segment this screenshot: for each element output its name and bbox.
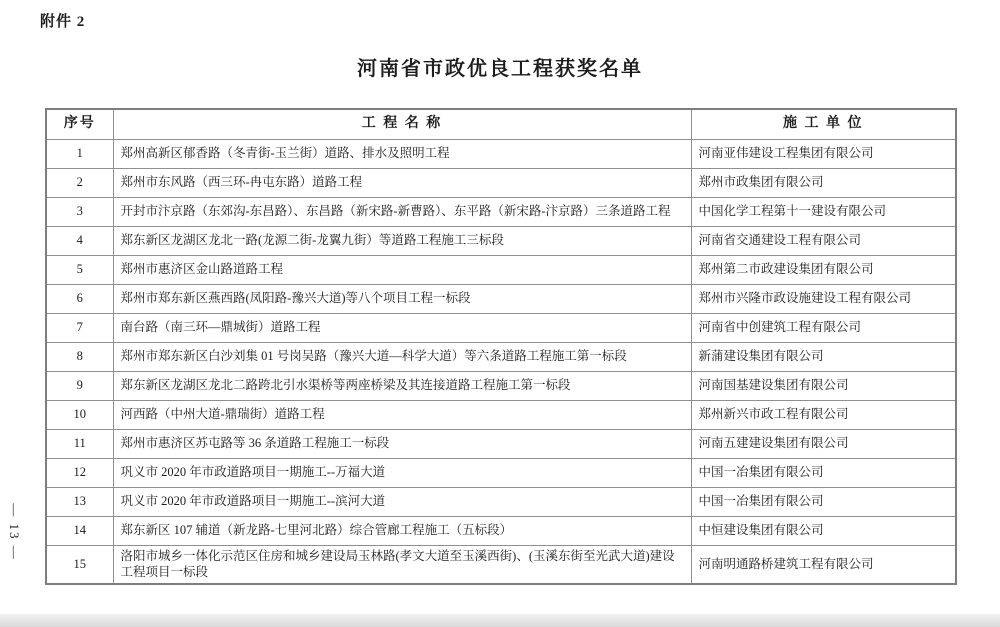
row-number: 14	[46, 516, 113, 545]
header-project-name: 工 程 名 称	[113, 109, 691, 139]
row-unit: 中国化学工程第十一建设有限公司	[691, 197, 956, 226]
header-row	[46, 109, 956, 139]
page-title: 河南省市政优良工程获奖名单	[357, 56, 643, 80]
row-number: 15	[46, 545, 113, 584]
row-project: 南台路（南三环—鼎城街）道路工程	[113, 313, 691, 342]
table-row	[46, 313, 956, 342]
row-project: 郑州市惠济区苏屯路等 36 条道路工程施工一标段	[113, 429, 691, 458]
table-row	[46, 197, 956, 226]
row-unit: 中恒建设集团有限公司	[691, 516, 956, 545]
row-number: 10	[46, 400, 113, 429]
row-project: 郑州市郑东新区白沙刘集 01 号岗吴路（豫兴大道—科学大道）等六条道路工程施工第一标段	[113, 342, 691, 371]
table-row	[46, 458, 956, 487]
row-project: 郑东新区 107 辅道（新龙路-七里河北路）综合管廊工程施工（五标段）	[113, 516, 691, 545]
row-project: 郑东新区龙湖区龙北二路跨北引水渠桥等两座桥梁及其连接道路工程施工第一标段	[113, 371, 691, 400]
table-row	[46, 139, 956, 168]
row-number: 7	[46, 313, 113, 342]
row-number: 12	[46, 458, 113, 487]
table-row	[46, 516, 956, 545]
awards-table	[45, 108, 957, 585]
row-unit: 中国一冶集团有限公司	[691, 458, 956, 487]
row-unit: 河南明通路桥建筑工程有限公司	[691, 545, 956, 584]
row-number: 4	[46, 226, 113, 255]
row-number: 3	[46, 197, 113, 226]
row-unit: 郑州市兴隆市政设施建设工程有限公司	[691, 284, 956, 313]
row-unit: 河南省交通建设工程有限公司	[691, 226, 956, 255]
row-number: 2	[46, 168, 113, 197]
header-serial-number: 序号	[46, 109, 113, 139]
table-row	[46, 545, 956, 584]
row-number: 8	[46, 342, 113, 371]
table-row	[46, 342, 956, 371]
table-row	[46, 487, 956, 516]
row-project: 洛阳市城乡一体化示范区住房和城乡建设局玉林路(孝文大道至玉溪西街)、(玉溪东街至光武大道)建设工程项目一标段	[113, 545, 691, 584]
row-unit: 中国一冶集团有限公司	[691, 487, 956, 516]
header-construction-unit: 施 工 单 位	[691, 109, 956, 139]
row-number: 13	[46, 487, 113, 516]
row-project: 郑州市东风路（西三环-冉屯东路）道路工程	[113, 168, 691, 197]
table-row	[46, 255, 956, 284]
table-row	[46, 168, 956, 197]
row-project: 郑州高新区郁香路（冬青街-玉兰街）道路、排水及照明工程	[113, 139, 691, 168]
table-row	[46, 400, 956, 429]
row-project: 河西路（中州大道-鼎瑞街）道路工程	[113, 400, 691, 429]
row-unit: 郑州市政集团有限公司	[691, 168, 956, 197]
table-row	[46, 226, 956, 255]
row-project: 巩义市 2020 年市政道路项目一期施工--万福大道	[113, 458, 691, 487]
row-number: 1	[46, 139, 113, 168]
row-unit: 河南亚伟建设工程集团有限公司	[691, 139, 956, 168]
table-header	[46, 109, 956, 139]
table-row	[46, 429, 956, 458]
table-body	[46, 139, 956, 584]
row-project: 巩义市 2020 年市政道路项目一期施工--滨河大道	[113, 487, 691, 516]
row-unit: 新蒲建设集团有限公司	[691, 342, 956, 371]
row-project: 郑州市郑东新区燕西路(凤阳路-豫兴大道)等八个项目工程一标段	[113, 284, 691, 313]
row-number: 11	[46, 429, 113, 458]
row-unit: 河南五建建设集团有限公司	[691, 429, 956, 458]
scan-edge-band	[0, 614, 1000, 627]
row-project: 开封市汴京路（东郊沟-东昌路）、东昌路（新宋路-新曹路）、东平路（新宋路-汴京路）三条道路工程	[113, 197, 691, 226]
row-project: 郑东新区龙湖区龙北一路(龙源二街-龙翼九街）等道路工程施工三标段	[113, 226, 691, 255]
row-unit: 郑州新兴市政工程有限公司	[691, 400, 956, 429]
row-project: 郑州市惠济区金山路道路工程	[113, 255, 691, 284]
row-unit: 郑州第二市政建设集团有限公司	[691, 255, 956, 284]
row-number: 6	[46, 284, 113, 313]
table-row	[46, 284, 956, 313]
row-unit: 河南省中创建筑工程有限公司	[691, 313, 956, 342]
row-number: 5	[46, 255, 113, 284]
attachment-label: 附件 2	[40, 14, 86, 30]
page-number: — 13 —	[7, 503, 22, 561]
row-unit: 河南国基建设集团有限公司	[691, 371, 956, 400]
row-number: 9	[46, 371, 113, 400]
table-row	[46, 371, 956, 400]
